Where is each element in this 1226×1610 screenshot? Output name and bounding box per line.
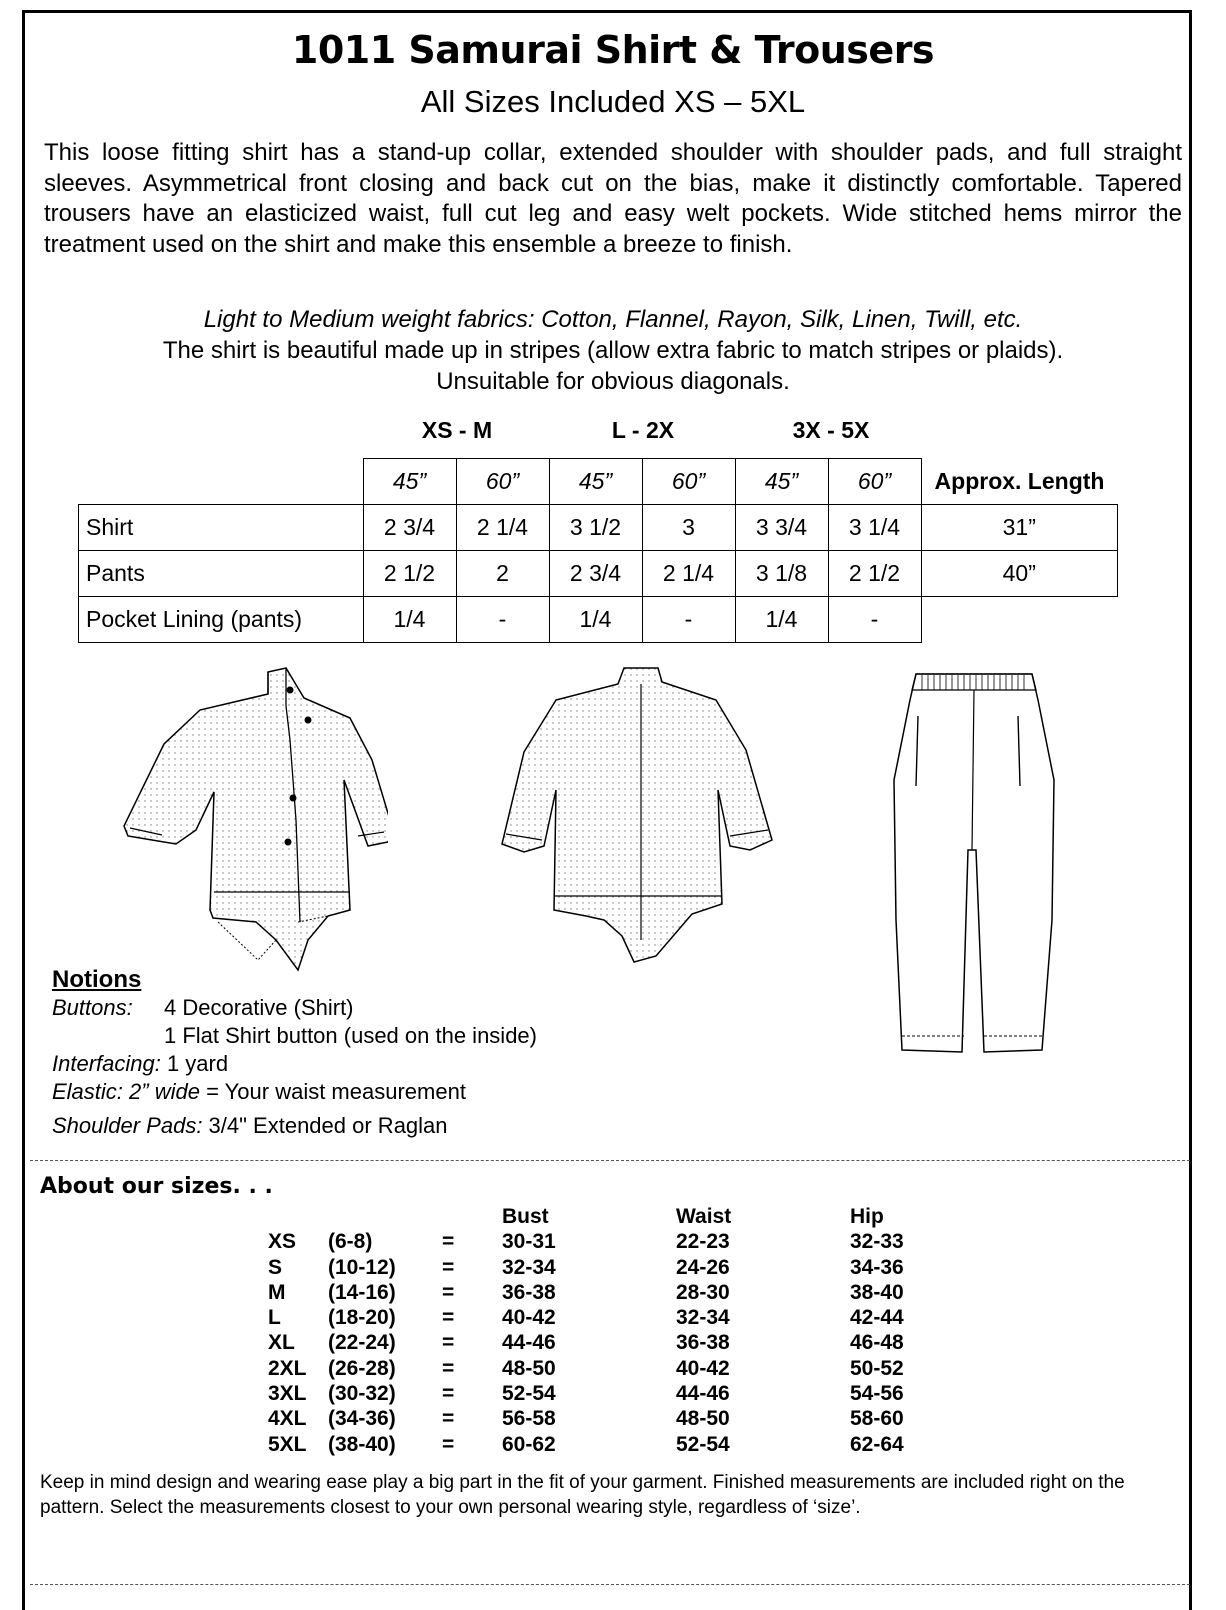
size-label: S (268, 1255, 283, 1279)
table-cell: 2 3/4 (363, 505, 456, 551)
table-cell: 3 3/4 (735, 505, 828, 551)
page-subtitle: All Sizes Included XS – 5XL (420, 84, 806, 119)
size-group-3x-5x: 3X - 5X (792, 417, 870, 443)
table-cell: - (456, 597, 549, 643)
size-range: (38-40) (328, 1432, 396, 1456)
size-group-l-2x: L - 2X (611, 417, 675, 443)
page-title: 1011 Samurai Shirt & Trousers (291, 28, 935, 72)
notion-interfacing (52, 1050, 537, 1078)
size-range: (18-20) (328, 1306, 396, 1330)
table-row (79, 597, 1118, 643)
notion-value: 1 yard (160, 1051, 229, 1076)
width-header: 60” (642, 459, 735, 505)
fabric-line-3: Unsuitable for obvious diagonals. (436, 368, 790, 395)
notion-value: 1 Flat Shirt button (used on the inside) (164, 1023, 537, 1048)
size-label: 2XL (268, 1356, 307, 1380)
table-cell: 1/4 (363, 597, 456, 643)
yardage-header-row (79, 459, 1118, 505)
sizes-heading: About our sizes. . . (40, 1174, 273, 1199)
notion-label: Interfacing: (52, 1051, 161, 1076)
size-range: (6-8) (328, 1230, 373, 1254)
fabric-recommendations (0, 304, 1226, 397)
width-header: 60” (828, 459, 921, 505)
table-cell: 2 1/2 (363, 551, 456, 597)
size-label: 3XL (268, 1382, 307, 1406)
section-divider (30, 1160, 1190, 1161)
range-column (328, 1204, 396, 1457)
table-cell: 2 3/4 (549, 551, 642, 597)
row-label: Pants (79, 551, 364, 597)
width-header: 45” (363, 459, 456, 505)
equals-column: = = = = = = = = = (442, 1230, 455, 1456)
yardage-table (78, 458, 1118, 643)
table-cell: 40” (921, 551, 1118, 597)
row-label: Shirt (79, 505, 364, 551)
table-cell: 2 (456, 551, 549, 597)
size-range: (30-32) (328, 1382, 396, 1406)
shirt-back-illustration (496, 660, 776, 980)
size-label: 4XL (268, 1407, 307, 1431)
size-label: 5XL (268, 1432, 307, 1456)
table-cell: 31” (921, 505, 1118, 551)
size-range: (26-28) (328, 1356, 396, 1380)
button-icon (287, 687, 294, 694)
waist-column: Waist 22-23 24-26 28-30 32-34 36-38 40-42 44-46 48-50 52-54 (676, 1205, 732, 1456)
table-cell: 3 1/8 (735, 551, 828, 597)
row-label: Pocket Lining (pants) (79, 597, 364, 643)
notion-shoulder-pads (52, 1112, 537, 1140)
notion-elastic (52, 1078, 537, 1106)
column-header: Hip (850, 1205, 884, 1228)
table-cell: 3 1/2 (549, 505, 642, 551)
size-group-xs-m: XS - M (421, 417, 493, 443)
table-cell: 3 (642, 505, 735, 551)
notion-value: 3/4" Extended or Raglan (202, 1113, 448, 1138)
size-range: (22-24) (328, 1331, 396, 1355)
size-range: (10-12) (328, 1255, 396, 1279)
width-header: 45” (735, 459, 828, 505)
notion-value: 4 Decorative (Shirt) (164, 995, 354, 1020)
notion-label: Buttons: (52, 995, 133, 1020)
table-row (79, 551, 1118, 597)
notion-label: Shoulder Pads: (52, 1113, 203, 1138)
table-cell: 1/4 (735, 597, 828, 643)
hip-column: Hip 32-33 34-36 38-40 42-44 46-48 50-52 54-56 58-60 62-64 (850, 1205, 904, 1456)
width-header: 45” (549, 459, 642, 505)
size-range: (34-36) (328, 1407, 396, 1431)
shirt-front-illustration (118, 660, 388, 980)
pattern-description: This loose fitting shirt has a stand-up collar, extended shoulder with shoulder pads, and full straight sleeves. Asymmetrical front closing and back cut on the bias, make it distinctly comfortable. Tapered trousers have an elasticized waist, full cut leg and easy welt pockets. Wide stitched hems mirror the treatment used on the shirt and make this ensemble a breeze to finish. (44, 139, 1182, 258)
size-label: M (268, 1280, 286, 1304)
size-label: XS (268, 1230, 297, 1254)
approx-length-header: Approx. Length (934, 467, 1105, 494)
table-row (79, 505, 1118, 551)
fabric-line-1: Light to Medium weight fabrics: Cotton, Flannel, Rayon, Silk, Linen, Twill, etc. (203, 306, 1023, 333)
notions-heading: Notions (52, 966, 142, 993)
notion-label: Elastic: 2” wide (52, 1079, 200, 1104)
bust-column: Bust 30-31 32-34 36-38 40-42 44-46 48-50 52-54 56-58 60-62 (502, 1205, 556, 1456)
fit-note: Keep in mind design and wearing ease play a big part in the fit of your garment. Finished measurements are included right on the pattern. Select the measurements closest to your own personal wearing style, regardless of ‘size’. (40, 1472, 1125, 1518)
fabric-line-2: The shirt is beautiful made up in stripes (allow extra fabric to match stripes or plaids). (162, 337, 1064, 364)
table-cell: 3 1/4 (828, 505, 921, 551)
size-column (268, 1204, 307, 1457)
notion-value: = Your waist measurement (199, 1079, 466, 1104)
table-cell: 2 1/4 (456, 505, 549, 551)
section-divider (30, 1584, 1190, 1585)
notions-section (52, 966, 537, 1140)
notion-buttons (52, 994, 537, 1022)
size-label: L (268, 1306, 281, 1330)
table-cell: - (642, 597, 735, 643)
table-cell: 2 1/4 (642, 551, 735, 597)
column-header: Waist (676, 1205, 732, 1228)
size-range: (14-16) (328, 1280, 396, 1304)
table-cell: 1/4 (549, 597, 642, 643)
size-label: XL (268, 1331, 295, 1355)
trousers-illustration (892, 660, 1072, 1070)
column-header: Bust (502, 1205, 549, 1228)
table-cell: - (828, 597, 921, 643)
table-cell: 2 1/2 (828, 551, 921, 597)
width-header: 60” (456, 459, 549, 505)
